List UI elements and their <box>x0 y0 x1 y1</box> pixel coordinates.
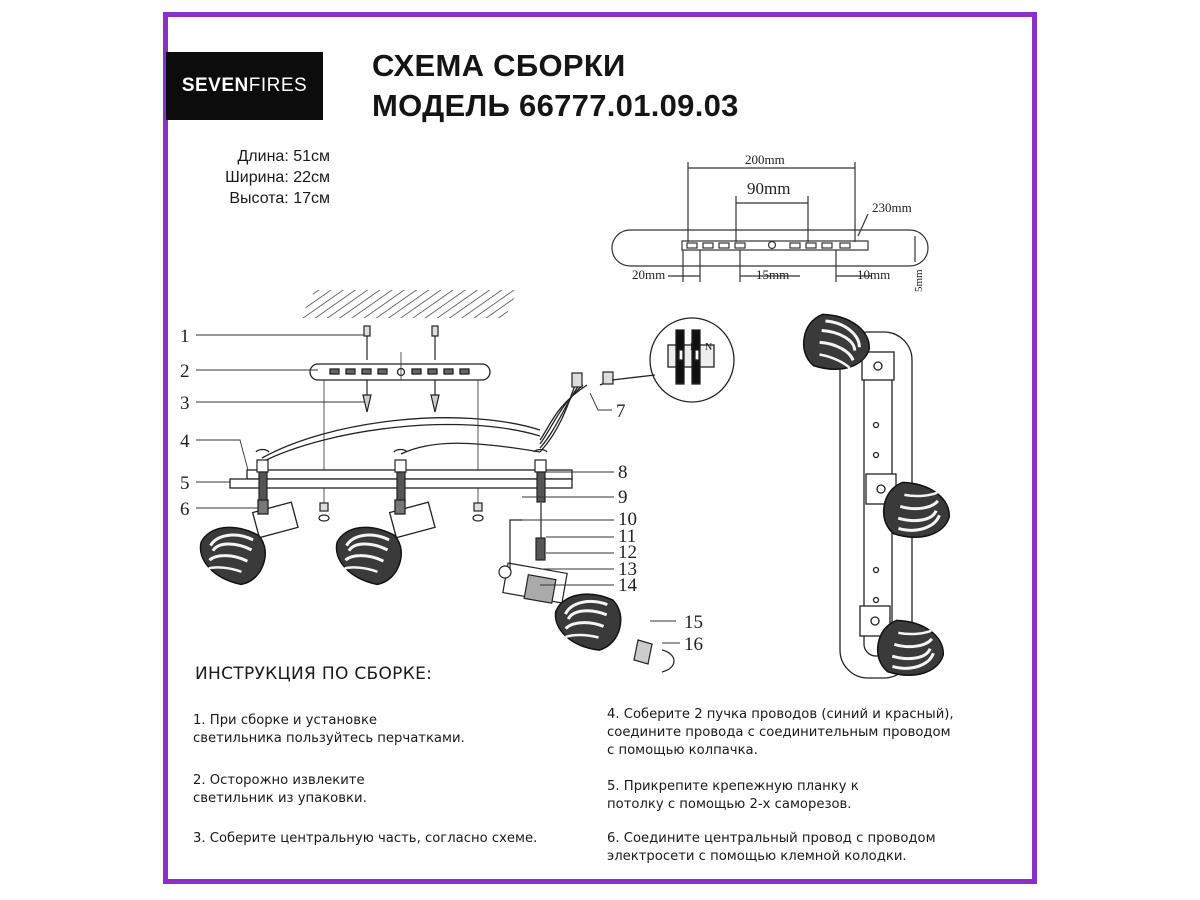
part-5: 5 <box>180 473 190 494</box>
part-4: 4 <box>180 431 190 452</box>
step-6-line-2: электросети с помощью клемной колодки. <box>607 849 907 864</box>
step-4 <box>607 706 954 760</box>
logo-bold-text: SEVEN <box>181 75 249 96</box>
dimension-height: Высота: 17см <box>229 190 330 207</box>
terminal-n-label: N <box>705 342 713 353</box>
part-2: 2 <box>180 361 190 382</box>
ceiling-hatch <box>300 290 518 318</box>
mounting-bar <box>310 364 490 380</box>
dim-total: 200mm <box>745 152 785 167</box>
step-6-line-1: 6. Соедините центральный провод с проводом <box>607 831 936 846</box>
spot-lamps <box>192 500 674 672</box>
part-15: 15 <box>684 612 703 633</box>
step-2 <box>193 772 367 808</box>
step-3-line-1: 3. Соберите центральную часть, согласно схеме. <box>193 831 538 846</box>
part-7: 7 <box>616 401 626 422</box>
part-13: 13 <box>618 559 637 580</box>
part-9: 9 <box>618 487 628 508</box>
step-4-line-3: с помощью колпачка. <box>607 743 758 758</box>
step-5-line-1: 5. Прикрепите крепежную планку к <box>607 779 859 794</box>
wires <box>262 380 612 462</box>
dimension-width: Ширина: 22см <box>225 169 330 186</box>
step-2-line-2: светильник из упаковки. <box>193 791 367 806</box>
step-6 <box>607 830 936 866</box>
part-12: 12 <box>618 542 637 563</box>
dim-center: 90mm <box>747 179 791 198</box>
step-5-line-2: потолку с помощью 2-х саморезов. <box>607 797 852 812</box>
step-2-line-1: 2. Осторожно извлеките <box>193 773 365 788</box>
dim-right: 10mm <box>857 267 891 282</box>
logo-light-text: FIRES <box>248 75 308 96</box>
connector-cap <box>572 372 613 387</box>
dim-mid: 15mm <box>756 267 790 282</box>
part-3: 3 <box>180 393 190 414</box>
step-4-line-2: соедините провода с соединительным проводом <box>607 725 951 740</box>
dim-thick: 5mm <box>913 269 925 292</box>
title-line1: СХЕМА СБОРКИ <box>372 48 626 83</box>
terminal-l-label: L <box>690 342 697 353</box>
step-4-line-1: 4. Соберите 2 пучка проводов (синий и красный), <box>607 707 954 722</box>
instructions-heading: ИНСТРУКЦИЯ ПО СБОРКЕ: <box>195 664 433 684</box>
step-1 <box>193 712 465 748</box>
part-1: 1 <box>180 326 190 347</box>
dimension-length: Длина: 51см <box>237 148 330 165</box>
part-6: 6 <box>180 499 190 520</box>
dim-length: 230mm <box>872 200 912 215</box>
step-3 <box>193 830 537 848</box>
step-1-line-1: 1. При сборке и установке <box>193 713 378 728</box>
step-5 <box>607 778 859 814</box>
part-16: 16 <box>684 634 703 655</box>
part-14: 14 <box>618 575 637 596</box>
dim-left: 20mm <box>632 267 666 282</box>
part-8: 8 <box>618 462 628 483</box>
screws-lower <box>363 380 439 412</box>
part-10: 10 <box>618 509 637 530</box>
terminal-block-detail <box>612 318 734 402</box>
title-line2: МОДЕЛЬ 66777.01.09.03 <box>372 88 739 123</box>
step-1-line-2: светильника пользуйтесь перчатками. <box>193 731 465 746</box>
part-11: 11 <box>618 526 637 547</box>
